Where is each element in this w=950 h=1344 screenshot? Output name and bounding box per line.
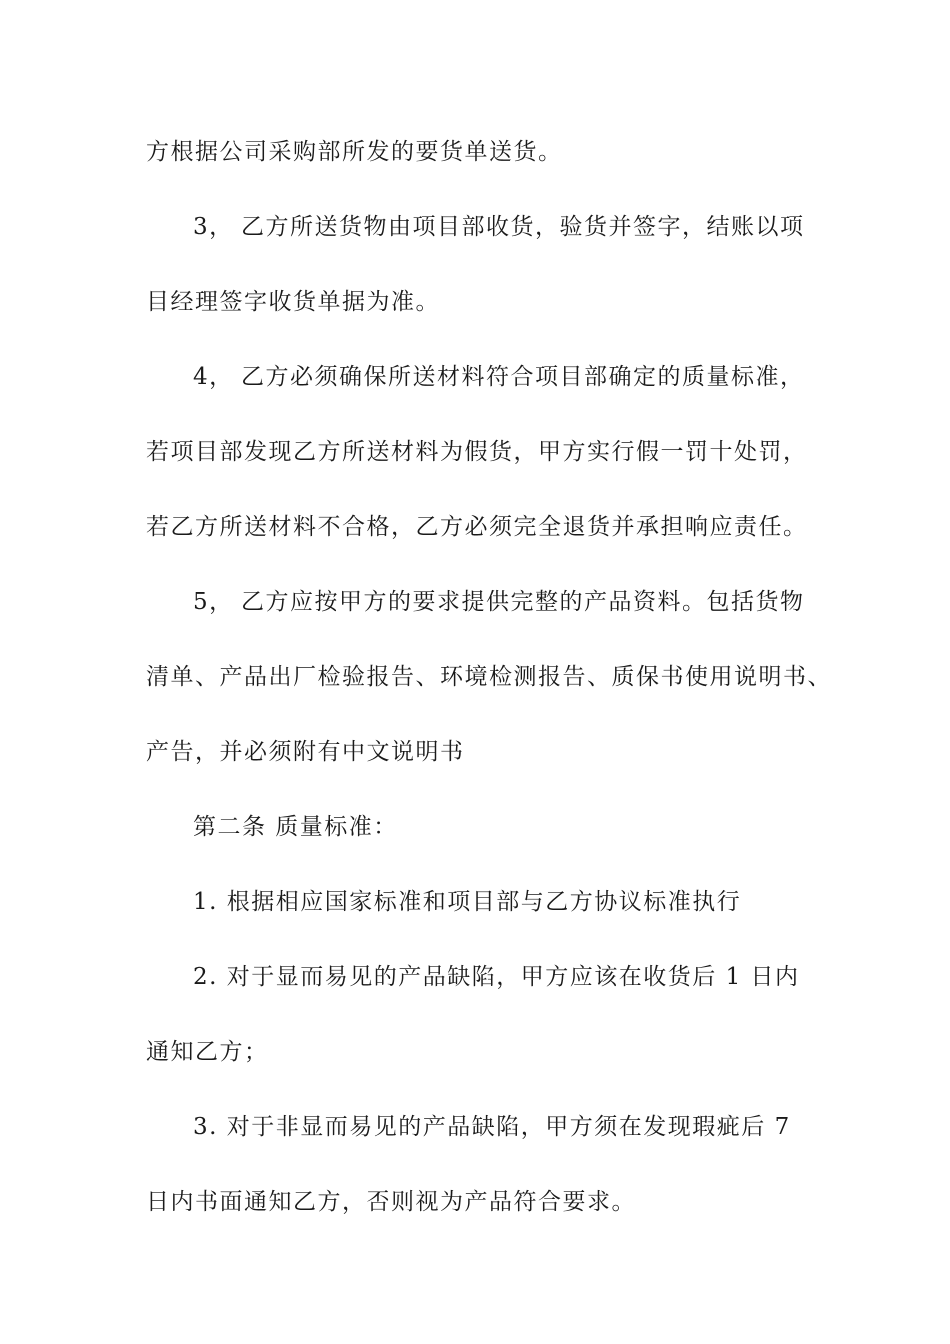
text-line: 方根据公司采购部所发的要货单送货。 — [146, 139, 563, 165]
list-item-5 — [193, 587, 893, 617]
text-line: 目经理签字收货单据为准。 — [146, 289, 440, 315]
list-item-3 — [193, 212, 893, 242]
text-line: 清单、产品出厂检验报告、环境检测报告、质保书使用说明书、 — [146, 664, 832, 690]
item-number: 4， — [193, 364, 234, 390]
text-line: 若项目部发现乙方所送材料为假货，甲方实行假一罚十处罚， — [146, 439, 808, 465]
list-item-4 — [193, 362, 893, 392]
text-line: 3. 对于非显而易见的产品缺陷，甲方须在发现瑕疵后 7 — [193, 1114, 791, 1140]
text-line: 日内书面通知乙方，否则视为产品符合要求。 — [146, 1189, 636, 1215]
text-line: 若乙方所送材料不合格，乙方必须完全退货并承担响应责任。 — [146, 514, 808, 540]
text-line: 1. 根据相应国家标准和项目部与乙方协议标准执行 — [193, 889, 742, 915]
item-number: 5， — [193, 589, 234, 615]
section-heading: 第二条 质量标准： — [193, 814, 398, 840]
text-line: 通知乙方； — [146, 1039, 269, 1065]
text-line: 2. 对于显而易见的产品缺陷，甲方应该在收货后 1 日内 — [193, 964, 800, 990]
text-line: 产告，并必须附有中文说明书 — [146, 739, 465, 765]
text-line: 乙方必须确保所送材料符合项目部确定的质量标准， — [241, 364, 805, 390]
item-number: 3， — [193, 214, 234, 240]
text-line: 乙方所送货物由项目部收货，验货并签字，结账以项 — [241, 214, 805, 240]
text-line: 乙方应按甲方的要求提供完整的产品资料。包括货物 — [241, 589, 805, 615]
